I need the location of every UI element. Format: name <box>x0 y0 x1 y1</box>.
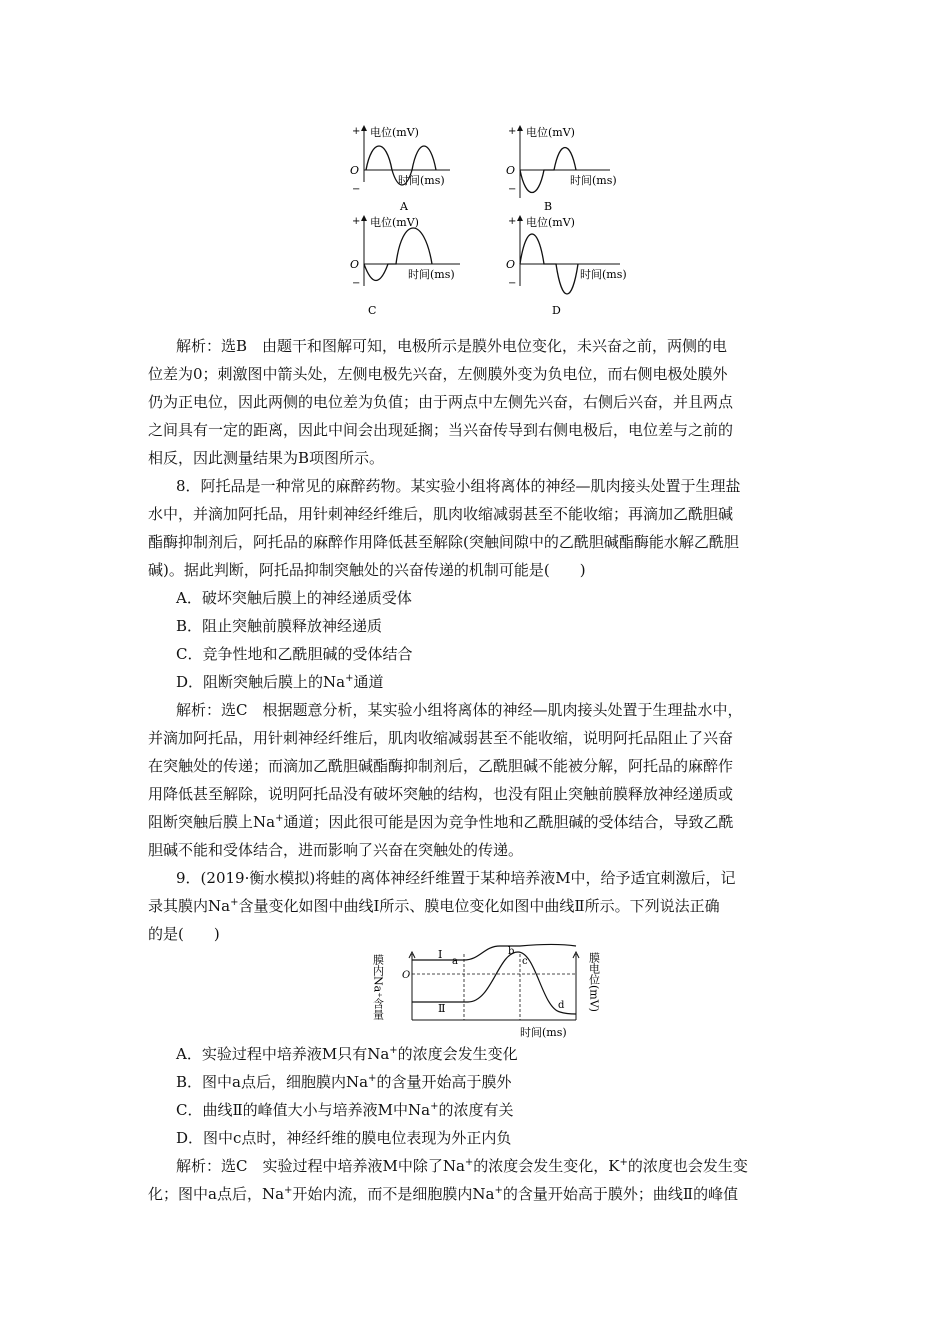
graph-a <box>350 125 450 213</box>
q9-stem-line-3: 的是( ) <box>148 925 220 943</box>
analysis7-line-3: 仍为正电位，因此两侧的电位差为负值；由于两点中左侧先兴奋，右侧后兴奋，并且两点 <box>148 393 734 411</box>
q8-analysis-line-4: 用降低甚至解除，说明阿托品没有破坏突触的结构，也没有阻止突触前膜释放神经递质或 <box>148 785 734 803</box>
caption-b: B <box>544 200 553 213</box>
q9-analysis-line-2: 化；图中a点后，Na+开始内流，而不是细胞膜内Na+的含量开始高于膜外；曲线Ⅱ的峰值 <box>148 1185 739 1203</box>
q8-analysis-line-3: 在突触处的传递；而滴加乙酰胆碱酯酶抑制剂后，乙酰胆碱不能被分解，阿托品的麻醉作 <box>148 757 734 775</box>
analysis7-line-1: 解析：选B 由题干和图解可知，电极所示是膜外电位变化，未兴奋之前，两侧的电 <box>176 337 728 355</box>
q8-option-d: D．阻断突触后膜上的Na+通道 <box>176 673 384 691</box>
origin-label: O <box>506 164 516 177</box>
q9-option-c: C．曲线Ⅱ的峰值大小与培养液M中Na+的浓度有关 <box>176 1101 514 1119</box>
minus-label: − <box>508 278 517 289</box>
analysis7-line-4: 之间具有一定的距离，因此中间会出现延搁；当兴奋传导到右侧电极后，电位差与之前的 <box>148 421 734 439</box>
curve-II <box>412 952 576 1014</box>
left-axis-label: 膜内Na⁺含量 <box>371 954 385 1020</box>
x-axis-label: 时间(ms) <box>408 268 455 281</box>
q8-option-c: C．竞争性地和乙酰胆碱的受体结合 <box>176 645 413 663</box>
q8-analysis-line-2: 并滴加阿托品，用针刺神经纤维后，肌肉收缩减弱甚至不能收缩，说明阿托品阻止了兴奋 <box>148 729 734 747</box>
graph-d <box>506 215 627 317</box>
q8-analysis-line-1: 解析：选C 根据题意分析，某实验小组将离体的神经—肌肉接头处置于生理盐水中， <box>176 701 743 719</box>
x-axis-label: 时间(ms) <box>580 268 627 281</box>
x-axis-label: 时间(ms) <box>570 174 617 187</box>
origin-label: O <box>350 258 360 271</box>
graph-c <box>350 215 460 317</box>
q8-stem-line-3: 酯酶抑制剂后，阿托品的麻醉作用降低甚至解除(突触间隙中的乙酰胆碱酯酶能水解乙酰胆 <box>148 533 739 551</box>
y-axis-label: 电位(mV) <box>370 126 419 139</box>
figure-q9 <box>372 948 608 1040</box>
minus-label: − <box>352 278 361 289</box>
q9-analysis-line-1: 解析：选C 实验过程中培养液M中除了Na+的浓度会发生变化，K+的浓度也会发生变 <box>176 1157 748 1175</box>
analysis7-line-5: 相反，因此测量结果为B项图所示。 <box>148 449 385 467</box>
q9-option-a: A．实验过程中培养液M只有Na+的浓度会发生变化 <box>176 1045 518 1063</box>
caption-d: D <box>552 304 561 317</box>
q8-stem-line-1: 8．阿托品是一种常见的麻醉药物。某实验小组将离体的神经—肌肉接头处置于生理盐 <box>176 477 741 495</box>
origin-label: O <box>402 970 411 981</box>
curve-II-label: Ⅱ <box>438 1002 446 1015</box>
q8-option-b: B．阻止突触前膜释放神经递质 <box>176 617 383 635</box>
q8-option-a: A．破坏突触后膜上的神经递质受体 <box>176 589 412 607</box>
graph-b <box>506 125 617 213</box>
minus-label: − <box>508 184 517 195</box>
curve-I-label: Ⅰ <box>438 948 443 961</box>
minus-label: − <box>352 184 361 195</box>
curve-I <box>412 945 576 961</box>
x-axis-label: 时间(ms) <box>398 174 445 187</box>
y-axis-label: 电位(mV) <box>526 216 575 229</box>
origin-label: O <box>350 164 360 177</box>
point-a: a <box>452 956 458 967</box>
q8-analysis-line-6: 胆碱不能和受体结合，进而影响了兴奋在突触处的传递。 <box>148 841 524 859</box>
caption-c: C <box>368 304 377 317</box>
q9-stem-line-2: 录其膜内Na+含量变化如图中曲线Ⅰ所示、膜电位变化如图中曲线Ⅱ所示。下列说法正确 <box>148 897 720 915</box>
q8-analysis-line-5: 阻断突触后膜上Na+通道；因此很可能是因为竞争性地和乙酰胆碱的受体结合，导致乙酰 <box>148 813 734 831</box>
origin-label: O <box>506 258 516 271</box>
y-axis-label: 电位(mV) <box>526 126 575 139</box>
analysis7-line-2: 位差为0；刺激图中箭头处，左侧电极先兴奋，左侧膜外变为负电位，而右侧电极处膜外 <box>148 365 728 383</box>
point-b: b <box>508 946 515 957</box>
figure-ABCD <box>340 120 640 317</box>
point-c: c <box>522 956 528 967</box>
plus-label: + <box>352 126 361 137</box>
plus-label: + <box>508 216 517 227</box>
point-d: d <box>558 1000 565 1011</box>
q8-stem-line-4: 碱)。据此判断，阿托品抑制突触处的兴奋传递的机制可能是( ) <box>148 561 586 579</box>
right-axis-label: 膜电位(mV) <box>587 952 601 1012</box>
x-axis-label: 时间(ms) <box>520 1026 567 1039</box>
q9-option-d: D．图中c点时，神经纤维的膜电位表现为外正内负 <box>176 1129 512 1147</box>
q8-stem-line-2: 水中，并滴加阿托品，用针刺神经纤维后，肌肉收缩减弱甚至不能收缩；再滴加乙酰胆碱 <box>148 505 734 523</box>
q9-option-b: B．图中a点后，细胞膜内Na+的含量开始高于膜外 <box>176 1073 512 1091</box>
plus-label: + <box>508 126 517 137</box>
q9-stem-line-1: 9．(2019·衡水模拟)将蛙的离体神经纤维置于某种培养液M中，给予适宜刺激后，记 <box>176 869 736 887</box>
caption-a: A <box>400 200 408 213</box>
y-axis-label: 电位(mV) <box>370 216 419 229</box>
plus-label: + <box>352 216 361 227</box>
